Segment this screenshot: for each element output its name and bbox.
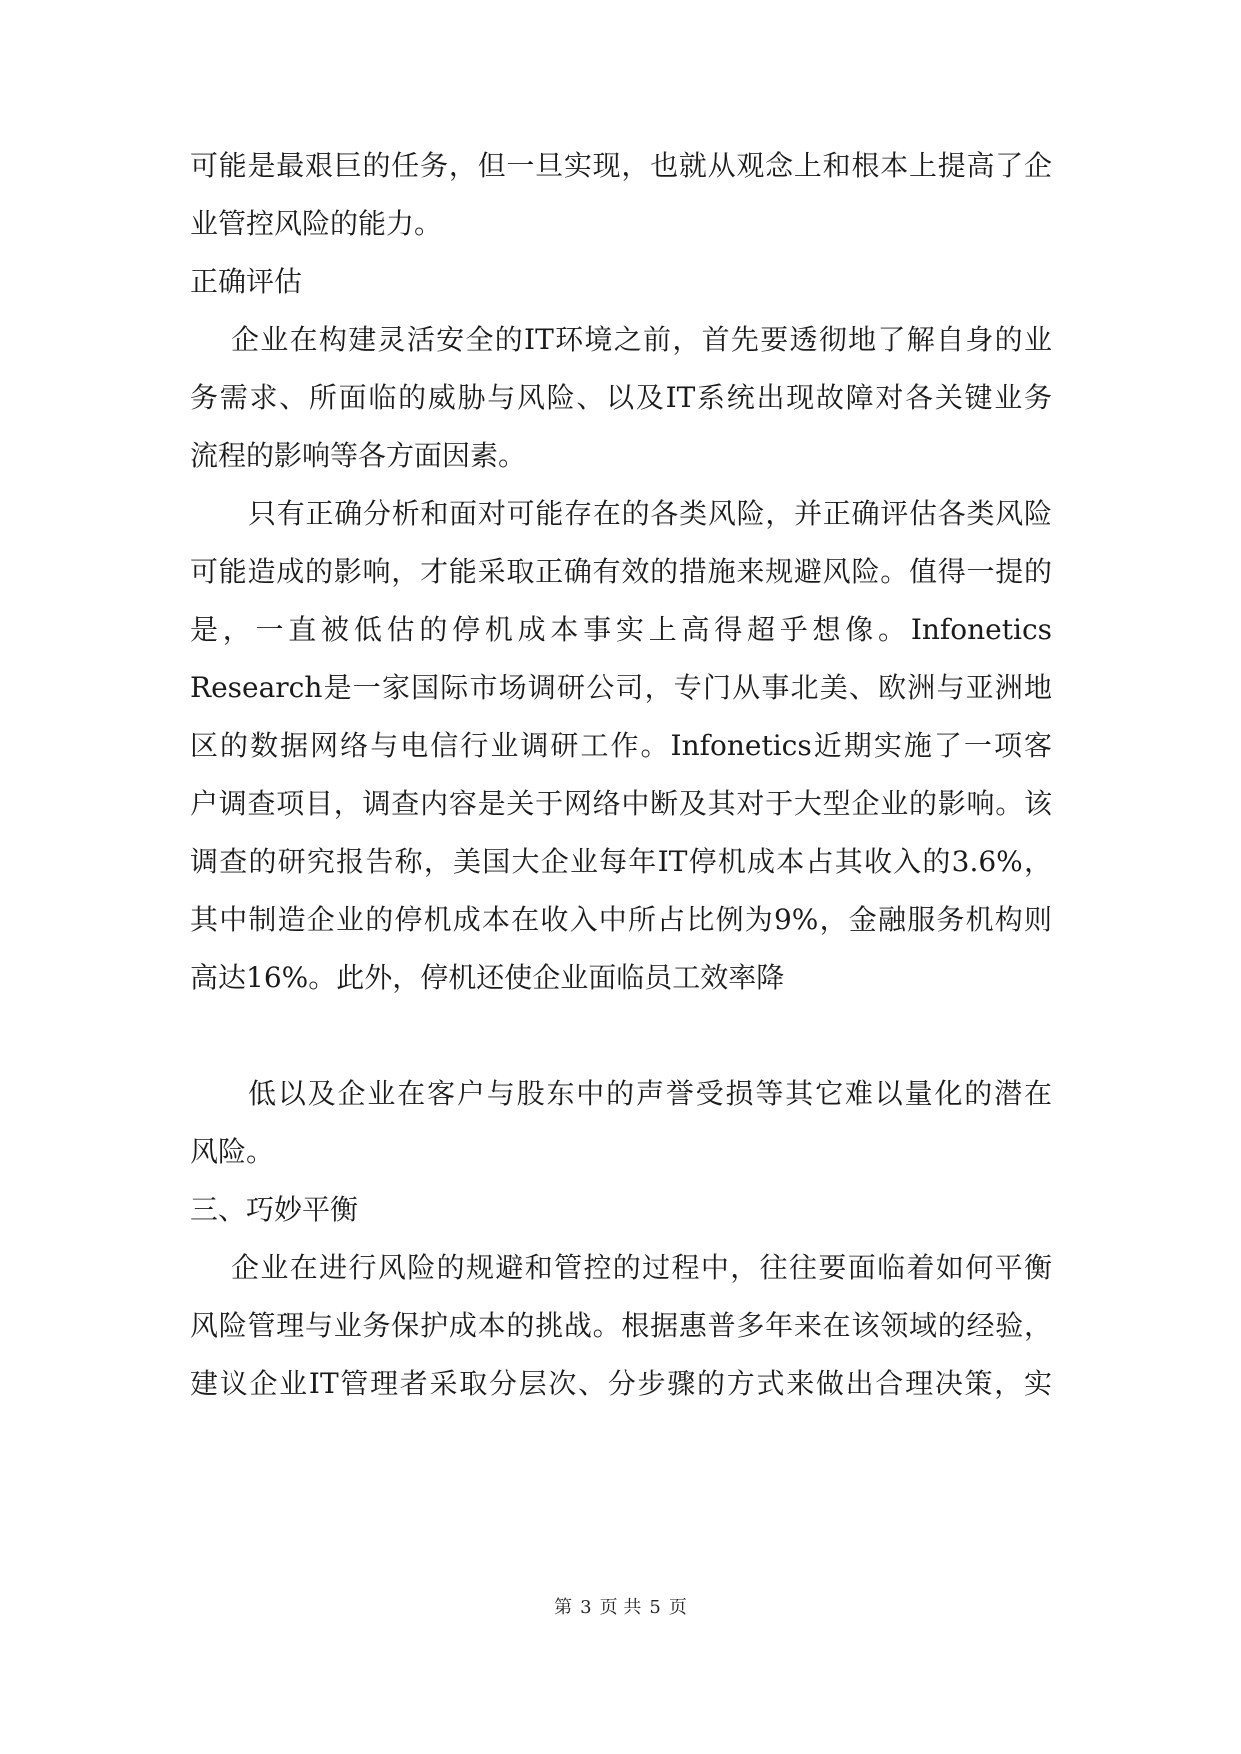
paragraph-line: 务需求、所面临的威胁与风险、以及IT系统出现故障对各关键业务 <box>190 381 1052 414</box>
paragraph-line: 流程的影响等各方面因素。 <box>190 439 527 472</box>
footer-suffix: 页 <box>668 1597 687 1618</box>
footer-middle: 页 共 <box>599 1597 642 1618</box>
paragraph-line: 是，一直被低估的停机成本事实上高得超乎想像。Infonetics <box>190 613 1052 646</box>
paragraph-line: 户调查项目，调查内容是关于网络中断及其对于大型企业的影响。该 <box>190 787 1052 820</box>
page-footer <box>0 1596 1241 1620</box>
paragraph-line: 业管控风险的能力。 <box>190 207 443 240</box>
paragraph-line: 区的数据网络与电信行业调研工作。Infonetics近期实施了一项客 <box>190 729 1052 762</box>
paragraph-line: 调查的研究报告称，美国大企业每年IT停机成本占其收入的3.6%， <box>190 845 1052 878</box>
paragraph-line: 可能造成的影响，才能采取正确有效的措施来规避风险。值得一提的 <box>190 555 1052 588</box>
paragraph-line: 其中制造企业的停机成本在收入中所占比例为9%，金融服务机构则 <box>190 903 1052 936</box>
paragraph-line: 只有正确分析和面对可能存在的各类风险，并正确评估各类风险 <box>248 497 1052 530</box>
paragraph-line: 高达16%。此外，停机还使企业面临员工效率降 <box>190 961 785 994</box>
paragraph-line: 低以及企业在客户与股东中的声誉受损等其它难以量化的潜在 <box>248 1077 1052 1110</box>
footer-page-number: 3 <box>580 1597 592 1618</box>
paragraph-line: 企业在构建灵活安全的IT环境之前，首先要透彻地了解自身的业 <box>231 323 1052 356</box>
section-heading: 正确评估 <box>190 265 303 298</box>
paragraph-line: 风险管理与业务保护成本的挑战。根据惠普多年来在该领域的经验， <box>190 1309 1052 1342</box>
section-heading: 三、巧妙平衡 <box>190 1193 359 1226</box>
footer-total-pages: 5 <box>649 1597 661 1618</box>
paragraph-line: Research是一家国际市场调研公司，专门从事北美、欧洲与亚洲地 <box>190 671 1052 704</box>
paragraph-line: 建议企业IT管理者采取分层次、分步骤的方式来做出合理决策，实 <box>190 1367 1052 1400</box>
footer-prefix: 第 <box>554 1597 573 1618</box>
paragraph-line: 可能是最艰巨的任务，但一旦实现，也就从观念上和根本上提高了企 <box>190 149 1052 182</box>
paragraph-line: 风险。 <box>190 1135 275 1168</box>
paragraph-line: 企业在进行风险的规避和管控的过程中，往往要面临着如何平衡 <box>231 1251 1052 1284</box>
